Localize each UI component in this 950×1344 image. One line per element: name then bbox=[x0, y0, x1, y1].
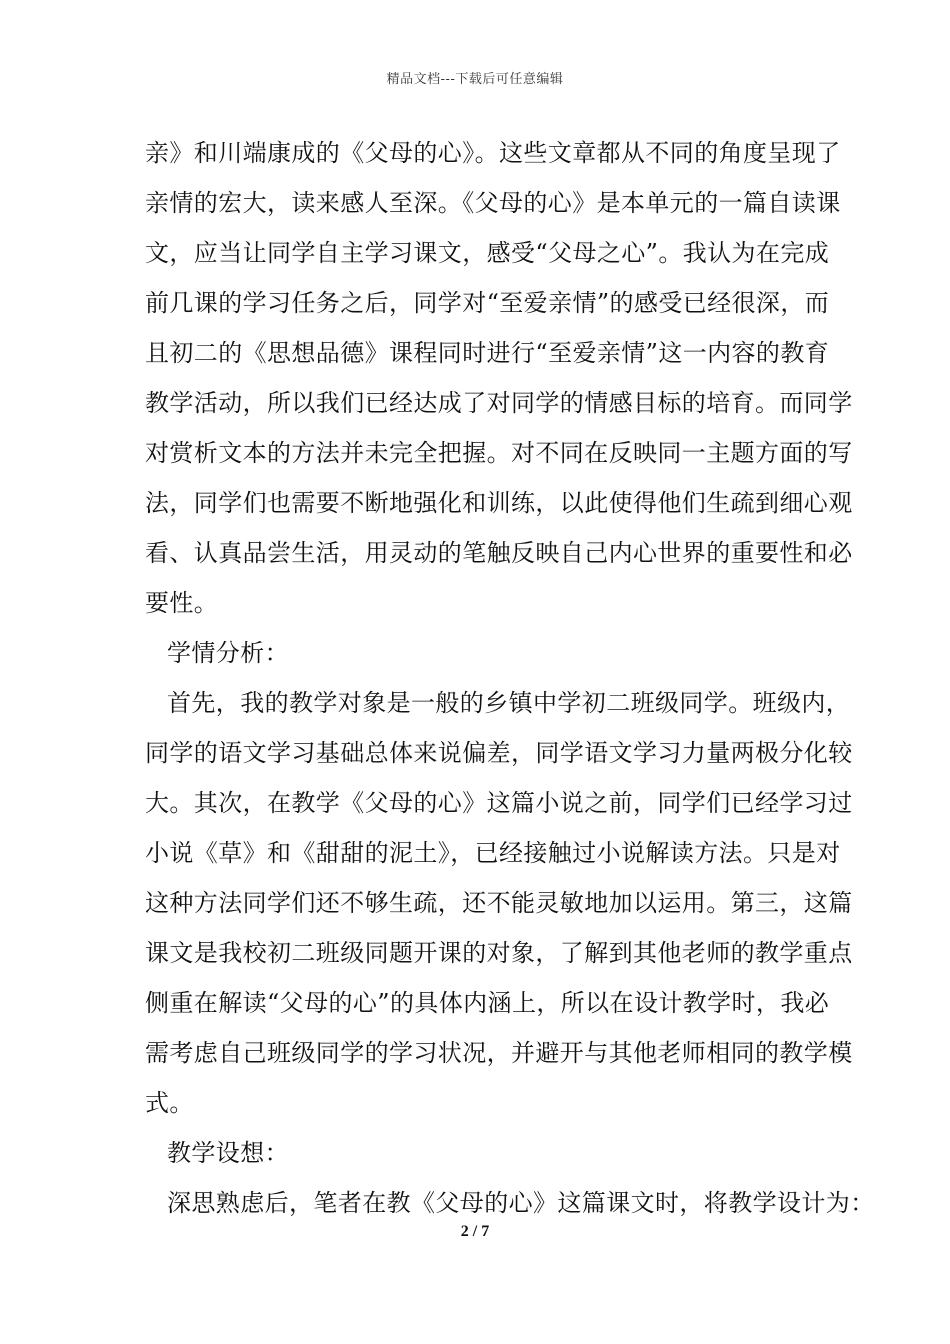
text-line: 前几课的学习任务之后，同学对“至爱亲情”的感受已经很深，而 bbox=[145, 289, 830, 317]
text-line: 且初二的《思想品德》课程同时进行“至爱亲情”这一内容的教育 bbox=[145, 339, 830, 367]
text-line: 需考虑自己班级同学的学习状况，并避开与其他老师相同的教学模 bbox=[145, 1039, 853, 1067]
text-line: 亲情的宏大，读来感人至深。《父母的心》是本单元的一篇自读课 bbox=[145, 189, 841, 217]
document-body bbox=[145, 128, 875, 1228]
text-line: 这种方法同学们还不够生疏，还不能灵敏地加以运用。第三，这篇 bbox=[145, 889, 853, 917]
text-line: 亲》和川端康成的《父母的心》。这些文章都从不同的角度呈现了 bbox=[145, 139, 841, 167]
text-line: 大。其次，在教学《父母的心》这篇小说之前，同学们已经学习过 bbox=[145, 789, 853, 817]
text-line: 要性。 bbox=[145, 589, 219, 617]
section-heading-teaching-plan: 教学设想： bbox=[167, 1139, 289, 1167]
page-number: 2 / 7 bbox=[460, 1223, 490, 1240]
text-line: 法，同学们也需要不断地强化和训练，以此使得他们生疏到细心观 bbox=[145, 489, 853, 517]
text-line: 课文是我校初二班级同题开课的对象，了解到其他老师的教学重点 bbox=[145, 939, 853, 967]
text-line: 侧重在解读“父母的心”的具体内涵上，所以在设计教学时，我必 bbox=[145, 989, 830, 1017]
text-line: 看、认真品尝生活，用灵动的笔触反映自己内心世界的重要性和必 bbox=[145, 539, 853, 567]
text-line: 文，应当让同学自主学习课文，感受“父母之心”。我认为在完成 bbox=[145, 239, 830, 267]
text-line: 教学活动，所以我们已经达成了对同学的情感目标的培育。而同学 bbox=[145, 389, 853, 417]
section-heading-learning-analysis: 学情分析： bbox=[167, 639, 289, 667]
text-line: 首先，我的教学对象是一般的乡镇中学初二班级同学。班级内， bbox=[167, 689, 851, 717]
text-line: 深思熟虑后，笔者在教《父母的心》这篇课文时，将教学设计为： bbox=[167, 1189, 875, 1217]
page-header: 精品文档---下载后可任意编辑 bbox=[386, 72, 564, 87]
text-line: 对赏析文本的方法并未完全把握。对不同在反映同一主题方面的写 bbox=[145, 439, 853, 467]
text-line: 式。 bbox=[145, 1089, 194, 1117]
text-line: 同学的语文学习基础总体来说偏差，同学语文学习力量两极分化较 bbox=[145, 739, 853, 767]
text-line: 小说《草》和《甜甜的泥土》，已经接触过小说解读方法。只是对 bbox=[145, 839, 841, 867]
